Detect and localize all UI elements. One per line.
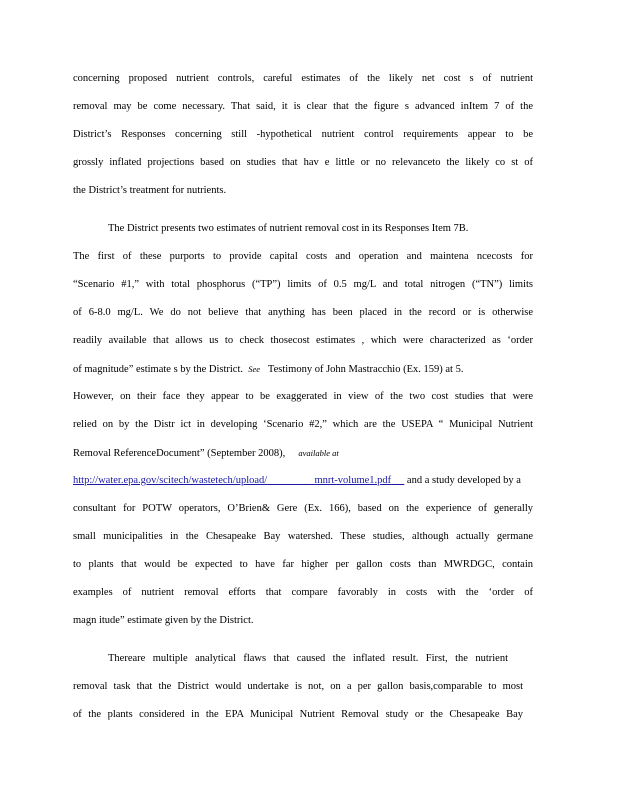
epa-document-link-spacer	[391, 475, 404, 486]
text-segment: Testimony of John Mastracchio (Ex. 159) at 5.	[267, 364, 464, 375]
text-line: readily available that allows us to check thosecost estimates , which were characterized as ‘order	[73, 335, 533, 346]
text-line: small municipalities in the Chesapeake Bay watershed. These studies, although actually germane	[73, 531, 533, 542]
text-line: District’s Responses concerning still -hypothetical nutrient control requirements appear to be	[73, 129, 533, 140]
text-segment: of magnitude” estimate s by the District.	[73, 364, 243, 375]
text-line: Thereare multiple analytical flaws that caused the inflated result. First, the nutrient	[108, 653, 508, 664]
text-line	[73, 446, 339, 461]
text-line: the District’s treatment for nutrients.	[73, 185, 227, 196]
text-line: “Scenario #1,” with total phosphorus (“TP”) limits of 0.5 mg/L and total nitrogen (“TN”) limits	[73, 279, 533, 290]
text-line: The first of these purports to provide capital costs and operation and maintena ncecosts for	[73, 251, 533, 262]
text-line: grossly inflated projections based on studies that hav e little or no relevanceto the likely co st of	[73, 157, 533, 168]
epa-document-link-spacer	[267, 475, 314, 486]
text-segment: Removal ReferenceDocument” (September 2008),	[73, 448, 286, 459]
text-line: magn itude” estimate given by the District.	[73, 615, 254, 626]
text-line: The District presents two estimates of nutrient removal cost in its Responses Item 7B.	[108, 223, 469, 234]
text-line: removal task that the District would undertake is not, on a per gallon basis,comparable to most	[73, 681, 523, 692]
text-line: removal may be come necessary. That said, it is clear that the figure s advanced inItem 7 of the	[73, 101, 533, 112]
see-signal: See	[248, 364, 261, 374]
text-line: However, on their face they appear to be exaggerated in view of the two cost studies that were	[73, 391, 533, 402]
epa-document-link[interactable]: http://water.epa.gov/scitech/wastetech/upload/	[73, 475, 268, 486]
available-at-signal: available at	[298, 448, 339, 458]
text-line: consultant for POTW operators, O’Brien& Gere (Ex. 166), based on the experience of generally	[73, 503, 533, 514]
text-line	[73, 474, 521, 488]
text-line: of 6-8.0 mg/L. We do not believe that anything has been placed in the record or is otherwise	[73, 307, 533, 318]
text-line	[73, 362, 463, 377]
text-line: of the plants considered in the EPA Municipal Nutrient Removal study or the Chesapeake Bay	[73, 709, 523, 720]
text-line: concerning proposed nutrient controls, careful estimates of the likely net cost s of nutrient	[73, 73, 533, 84]
epa-document-link-file[interactable]: mnrt-volume1.pdf	[314, 475, 392, 486]
text-line: relied on by the Distr ict in developing ‘Scenario #2,” which are the USEPA “ Municipal Nutrient	[73, 419, 533, 430]
text-line: examples of nutrient removal efforts that compare favorably in costs with the ‘order of	[73, 587, 533, 598]
text-segment: and a study developed by a	[406, 475, 521, 486]
text-line: to plants that would be expected to have far higher per gallon costs than MWRDGC, contain	[73, 559, 533, 570]
